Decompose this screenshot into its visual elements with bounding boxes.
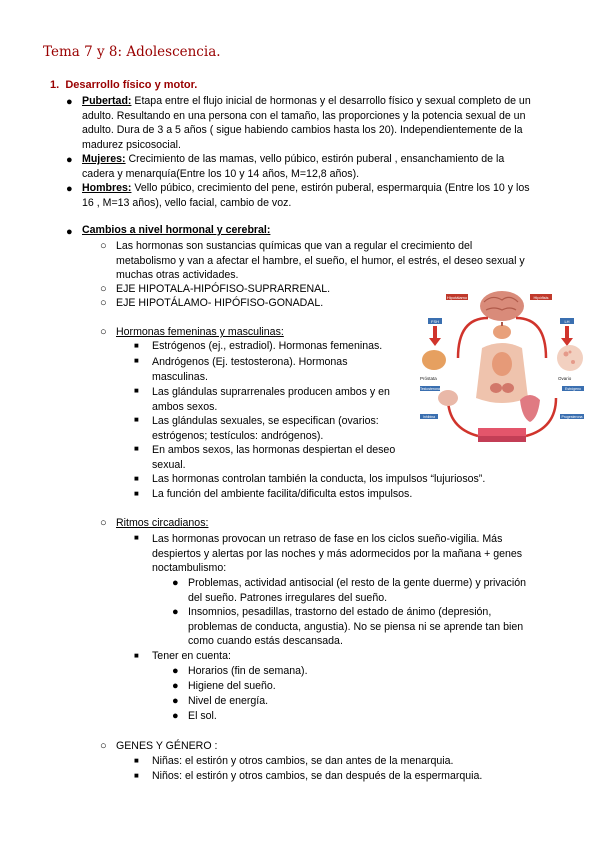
bullet-dot: ●	[66, 96, 73, 108]
suprarrenales-text	[152, 385, 410, 414]
circle-bullet: ○	[100, 740, 107, 752]
androgenos-line: Andrógenos (Ej. testosterona). Hormonas	[152, 356, 348, 368]
hormone-axis-diagram	[418, 288, 586, 446]
cambios-heading: Cambios a nivel hormonal y cerebral:	[82, 224, 271, 236]
hombres-text: Vello púbico, crecimiento del pene, estirón puberal, espermarquia (Entre los 10 y los	[134, 182, 530, 194]
problemas-paragraph	[188, 576, 554, 605]
circle-bullet: ○	[100, 240, 107, 252]
bullet-dot: ●	[172, 710, 179, 722]
mujeres-text: Crecimiento de las mamas, vello púbico, estirón puberal , ensanchamiento de la	[128, 153, 505, 165]
section-heading	[50, 79, 197, 91]
hombres-label: Hombres:	[82, 182, 132, 194]
supra-line: Las glándulas suprarrenales producen ambos y en	[152, 386, 390, 398]
diagram-label: Próstata	[420, 376, 437, 381]
mujeres-text: cadera y menarquía(Entre los 10 y 14 años, M=12,8 años).	[82, 167, 360, 180]
square-bullet: ■	[134, 474, 139, 483]
insomnios-line: problemas de conducta, angustia). No se piensa ni se aprende tan bien	[188, 620, 524, 633]
diagram-label: Hipotálamo	[446, 295, 468, 300]
bullet-dot: ●	[66, 183, 73, 195]
conducta-text: Las hormonas controlan también la conducta, los impulsos “lujuriosos”.	[152, 473, 486, 485]
prostate-illustration	[422, 350, 446, 370]
ritmos-line: noctambulismo:	[152, 562, 227, 574]
diagram-label: Ovario	[558, 376, 572, 381]
square-bullet: ■	[134, 386, 139, 395]
ambos-line: sexual.	[152, 458, 186, 471]
ambos-sexos-text	[152, 443, 410, 472]
square-bullet: ■	[134, 756, 139, 765]
pituitary-illustration	[493, 325, 511, 339]
ritmos-heading: Ritmos circadianos:	[116, 517, 209, 529]
bullet-dot: ●	[66, 154, 73, 166]
list-item: Nivel de energía.	[188, 695, 269, 707]
diagram-label: Hipófisis	[533, 295, 549, 300]
circle-bullet: ○	[100, 297, 107, 309]
section-title: Desarrollo físico y motor.	[65, 79, 198, 91]
ambiente-text: La función del ambiente facilita/dificulta estos impulsos.	[152, 488, 413, 500]
hormonas-paragraph	[116, 239, 554, 283]
ninas-text: Niñas: el estirón y otros cambios, se dan antes de la menarquia.	[152, 755, 454, 767]
bullet-dot: ●	[172, 665, 179, 677]
pubertad-text: madurez psicosocial.	[82, 138, 181, 151]
sexuales-line: Las glándulas sexuales, se especifican (ovarios:	[152, 415, 379, 427]
ovary-illustration	[557, 345, 583, 371]
square-bullet: ■	[134, 341, 139, 350]
circle-bullet: ○	[100, 326, 107, 338]
sexuales-line: estrógenos; testículos: andrógenos).	[152, 429, 324, 442]
bullet-dot: ●	[172, 606, 179, 618]
eje-2: EJE HIPOTÁLAMO- HIPÓFISO-GONADAL.	[116, 297, 324, 309]
ritmos-line: despiertos y alertas por las noches y más adormecidos por la mañana + genes	[152, 547, 523, 560]
problemas-line: del sueño. Patrones irregulares del sueño.	[188, 591, 388, 604]
square-bullet: ■	[134, 771, 139, 780]
pubertad-text: Etapa entre el flujo inicial de hormonas y el desarrollo físico y sexual completo de un	[134, 95, 531, 107]
problemas-line: Problemas, actividad antisocial (el resto de la gente duerme) y privación	[188, 577, 526, 589]
ambos-line: En ambos sexos, las hormonas despiertan el deseo	[152, 444, 396, 456]
diagram-label: Progesterona	[561, 415, 583, 419]
diagram-label: FSH	[431, 319, 439, 324]
hombres-paragraph	[82, 181, 554, 210]
circle-bullet: ○	[100, 517, 107, 529]
bullet-dot: ●	[172, 695, 179, 707]
insomnios-line: Insomnios, pesadillas, trastorno del estado de ánimo (depresión,	[188, 606, 492, 618]
ninos-text: Niños: el estirón y otros cambios, se dan después de la espermarquia.	[152, 770, 483, 782]
brain-illustration	[480, 291, 524, 321]
list-item: Higiene del sueño.	[188, 680, 276, 692]
pubertad-text: adulto. Dura de 3 a 5 años ( sigue habiendo cambios hasta los 20). Independientemente de la	[82, 124, 523, 136]
ritmos-line: Las hormonas provocan un retraso de fase en los ciclos sueño-vigilia. Más	[152, 533, 503, 545]
page-title: Tema 7 y 8: Adolescencia.	[43, 44, 221, 60]
list-item: El sol.	[188, 710, 217, 722]
mujeres-label: Mujeres:	[82, 153, 126, 165]
diagram-label: Inhibina	[422, 415, 436, 419]
square-bullet: ■	[134, 415, 139, 424]
square-bullet: ■	[134, 489, 139, 498]
androgenos-text	[152, 355, 408, 384]
square-bullet: ■	[134, 444, 139, 453]
list-item: Horarios (fin de semana).	[188, 665, 308, 677]
glandulas-sexuales-text	[152, 414, 410, 443]
insomnios-paragraph	[188, 605, 554, 649]
genero-heading: GENES Y GÉNERO :	[116, 740, 218, 752]
estrogenos-text: Estrógenos (ej., estradiol). Hormonas femeninas.	[152, 340, 383, 352]
tener-en-cuenta: Tener en cuenta:	[152, 650, 231, 662]
section-number: 1.	[50, 79, 60, 91]
bullet-dot: ●	[66, 226, 73, 238]
hormonas-fm-heading: Hormonas femeninas y masculinas:	[116, 326, 284, 338]
diagram-label: Testosterona	[419, 387, 441, 391]
square-bullet: ■	[134, 533, 139, 542]
supra-line: ambos sexos.	[152, 400, 218, 413]
diagram-label: LH	[564, 319, 570, 324]
diagram-label: Estrógeno	[565, 387, 581, 391]
pubertad-paragraph	[82, 94, 554, 152]
square-bullet: ■	[134, 651, 139, 660]
hormonas-text: muchas otras actividades.	[116, 269, 239, 281]
square-bullet: ■	[134, 356, 139, 365]
androgenos-line: masculinas.	[152, 370, 208, 383]
circle-bullet: ○	[100, 283, 107, 295]
bullet-dot: ●	[172, 577, 179, 589]
pubertad-text: adulto. Resultando en una persona con el tamaño, las proporciones y la potencia sexual de un	[82, 109, 526, 122]
ritmos-paragraph	[152, 532, 554, 576]
mujeres-paragraph	[82, 152, 554, 181]
insomnios-line: como cuando estás descansada.	[188, 635, 343, 647]
hormonas-text: metabolismo y van a afectar el hambre, el sueño, el humor, el estrés, el deseo sexual y	[116, 254, 525, 267]
hormonas-text: Las hormonas son sustancias químicas que van a regular el crecimiento del	[116, 240, 473, 252]
pubertad-label: Pubertad:	[82, 95, 132, 107]
bullet-dot: ●	[172, 680, 179, 692]
eje-1: EJE HIPOTALA-HIPÓFISO-SUPRARRENAL.	[116, 283, 331, 295]
hombres-text: 16 , M=13 años), vello facial, cambio de voz.	[82, 196, 292, 209]
